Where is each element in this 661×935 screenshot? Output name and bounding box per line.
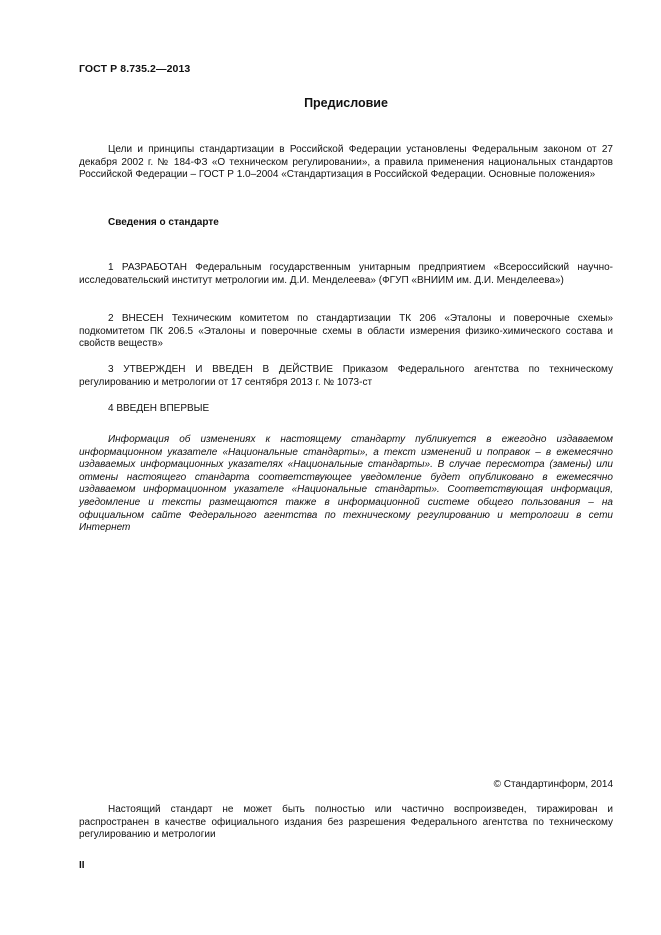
page-title: Предисловие [304,96,388,110]
reproduction-notice: Настоящий стандарт не может быть полностью или частично воспроизведен, тиражирован и распространен в качестве официального издания без разрешения Федерального агентства по техническому регулированию и метрологии [79,804,613,841]
standard-number: ГОСТ Р 8.735.2—2013 [79,63,191,75]
item-developed: 1 РАЗРАБОТАН Федеральным государственным унитарным предприятием «Всероссийский научно-исследовательский институт метрологии им. Д.И. Менделеева» (ФГУП «ВНИИМ им. Д.И. Менделеева») [79,262,613,286]
page-number: II [79,860,85,871]
intro-paragraph: Цели и принципы стандартизации в Российской Федерации установлены Федеральным законом от 27 декабря 2002 г. № 184-ФЗ «О техническом регулировании», а правила применения национальных стандартов Российской Федерации – ГОСТ Р 1.0–2004 «Стандартизация в Российской Федерации. Основные положения» [79,144,613,181]
item-first-introduced: 4 ВВЕДЕН ВПЕРВЫЕ [108,403,210,414]
info-notice: Информация об изменениях к настоящему стандарту публикуется в ежегодно издаваемом информационном указателе «Национальные стандарты», а текст изменений и поправок – в ежемесячно издаваемых информационных указателях «Национальные стандарты». В случае пересмотра (замены) или отмены настоящего стандарта соответствующее уведомление будет опубликовано в ежемесячно издаваемом информационном указателе «Национальные стандарты». Соответствующая информация, уведомление и тексты размещаются также в информационной системе общего пользования – на официальном сайте Федерального агентства по техническому регулированию и метрологии в сети Интернет [79,434,613,534]
item-introduced: 2 ВНЕСЕН Техническим комитетом по стандартизации ТК 206 «Эталоны и поверочные схемы» подкомитетом ПК 206.5 «Эталоны и поверочные схемы в области измерения физико-химического состава и свойств веществ» [79,313,613,350]
item-approved: 3 УТВЕРЖДЕН И ВВЕДЕН В ДЕЙСТВИЕ Приказом Федерального агентства по техническому регулированию и метрологии от 17 сентября 2013 г. № 1073-ст [79,364,613,388]
section-heading: Сведения о стандарте [108,217,219,228]
copyright: © Стандартинформ, 2014 [493,779,613,790]
